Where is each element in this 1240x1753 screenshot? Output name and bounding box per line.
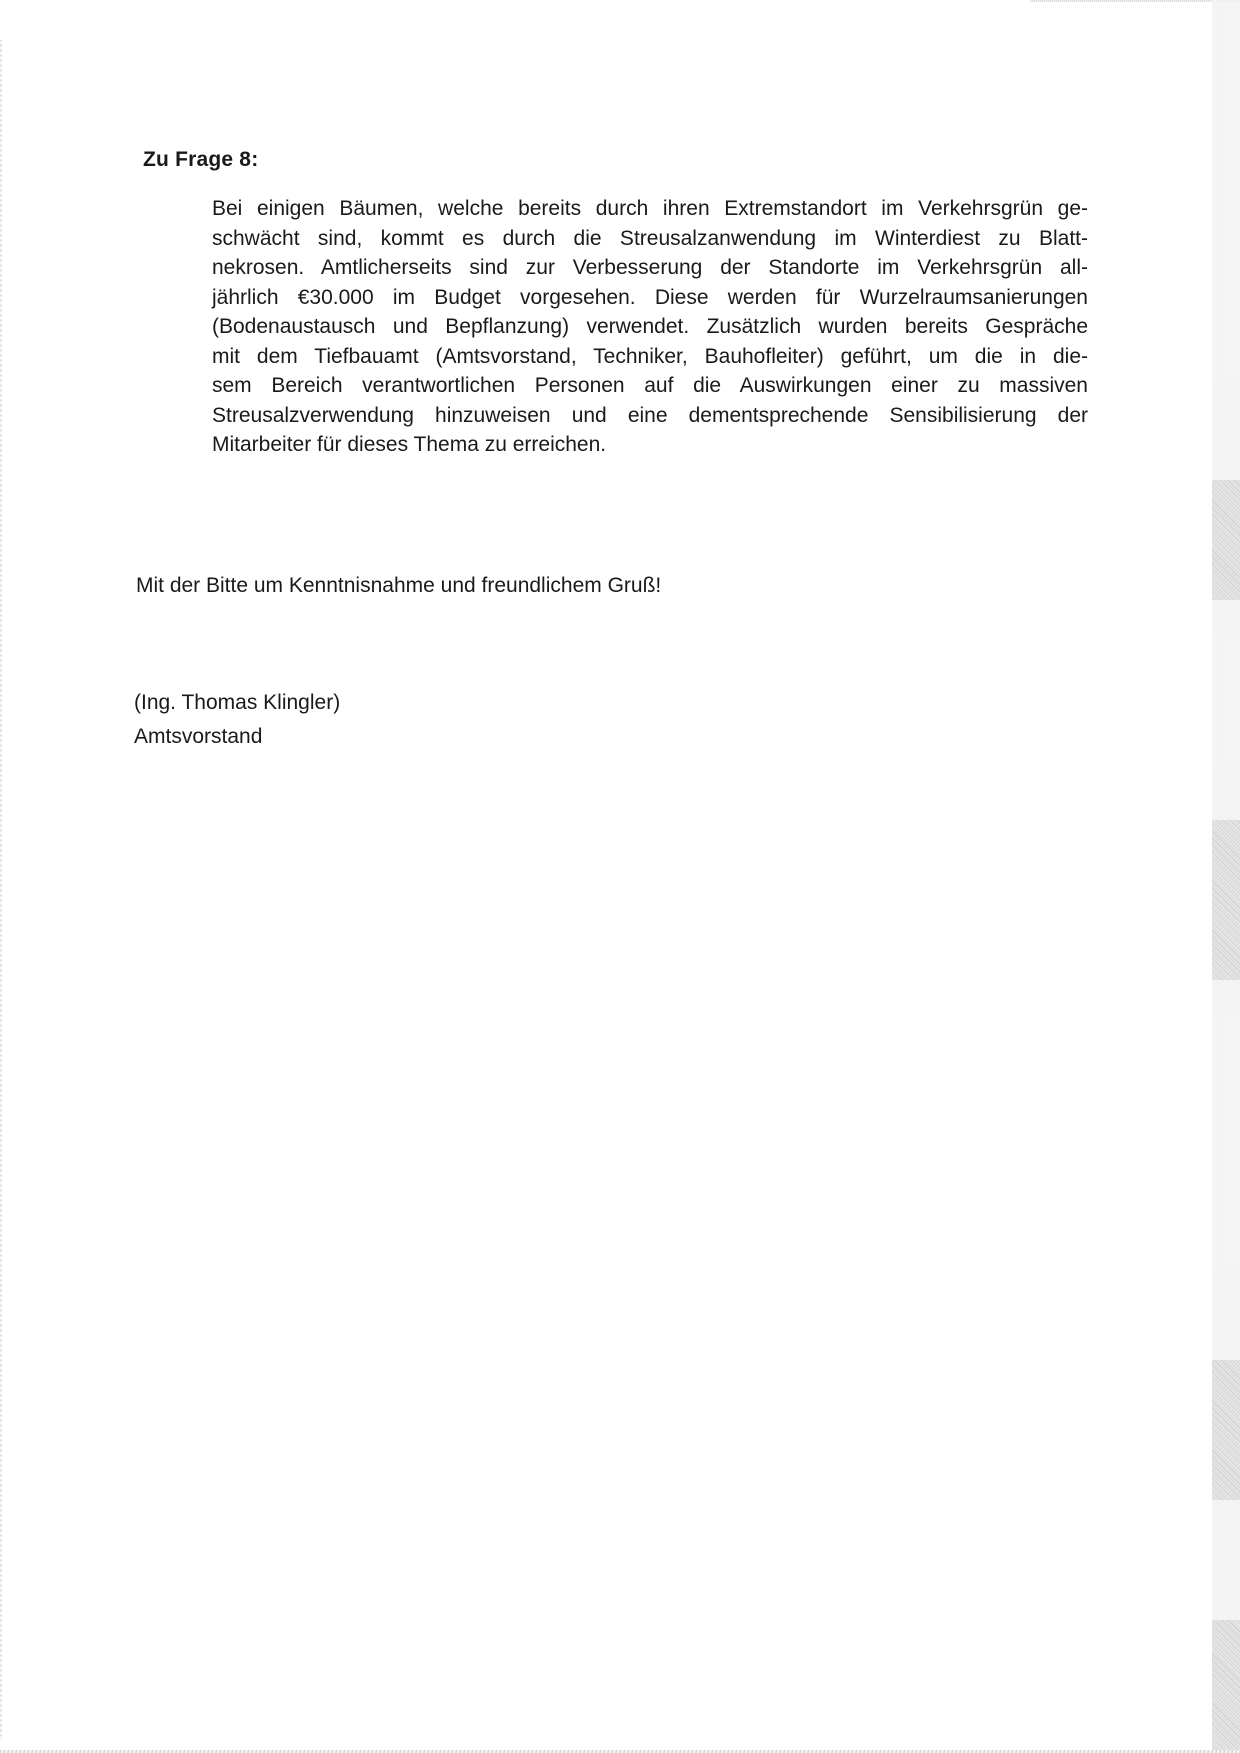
scan-band: [1212, 820, 1240, 980]
paragraph-line: schwächt sind, kommt es durch die Streusalzanwendung im Winterdiest zu Blatt-: [212, 226, 1088, 250]
scan-edge-left: [0, 40, 2, 1740]
paragraph-line: Streusalzverwendung hinzuweisen und eine dementsprechende Sensibilisierung der: [212, 403, 1088, 427]
scan-edge-right: [1212, 0, 1240, 1753]
signature-title: Amtsvorstand: [134, 725, 263, 748]
paragraph-line: Mitarbeiter für dieses Thema zu erreichen.: [212, 433, 607, 456]
paragraph-line: sem Bereich verantwortlichen Personen auf die Auswirkungen einer zu massiven: [212, 374, 1088, 397]
answer-paragraph: [212, 194, 1088, 460]
scan-band: [1212, 1360, 1240, 1500]
section-heading: Zu Frage 8:: [143, 148, 259, 171]
paragraph-line: mit dem Tiefbauamt (Amtsvorstand, Techniker, Bauhofleiter) geführt, um die in die-: [212, 344, 1088, 368]
signature-name: (Ing. Thomas Klingler): [134, 691, 341, 714]
paragraph-line: nekrosen. Amtlicherseits sind zur Verbesserung der Standorte im Verkehrsgrün all-: [212, 256, 1088, 279]
paragraph-line: (Bodenaustausch und Bepflanzung) verwendet. Zusätzlich wurden bereits Gespräche: [212, 315, 1088, 338]
scan-band: [1212, 1620, 1240, 1753]
scan-edge-top: [1030, 0, 1240, 2]
paragraph-line: Bei einigen Bäumen, welche bereits durch ihren Extremstandort im Verkehrsgrün ge-: [212, 197, 1088, 220]
scan-band: [1212, 480, 1240, 600]
paragraph-line: jährlich €30.000 im Budget vorgesehen. Diese werden für Wurzelraumsanierungen: [212, 285, 1088, 309]
closing-greeting: Mit der Bitte um Kenntnisnahme und freundlichem Gruß!: [136, 574, 662, 597]
